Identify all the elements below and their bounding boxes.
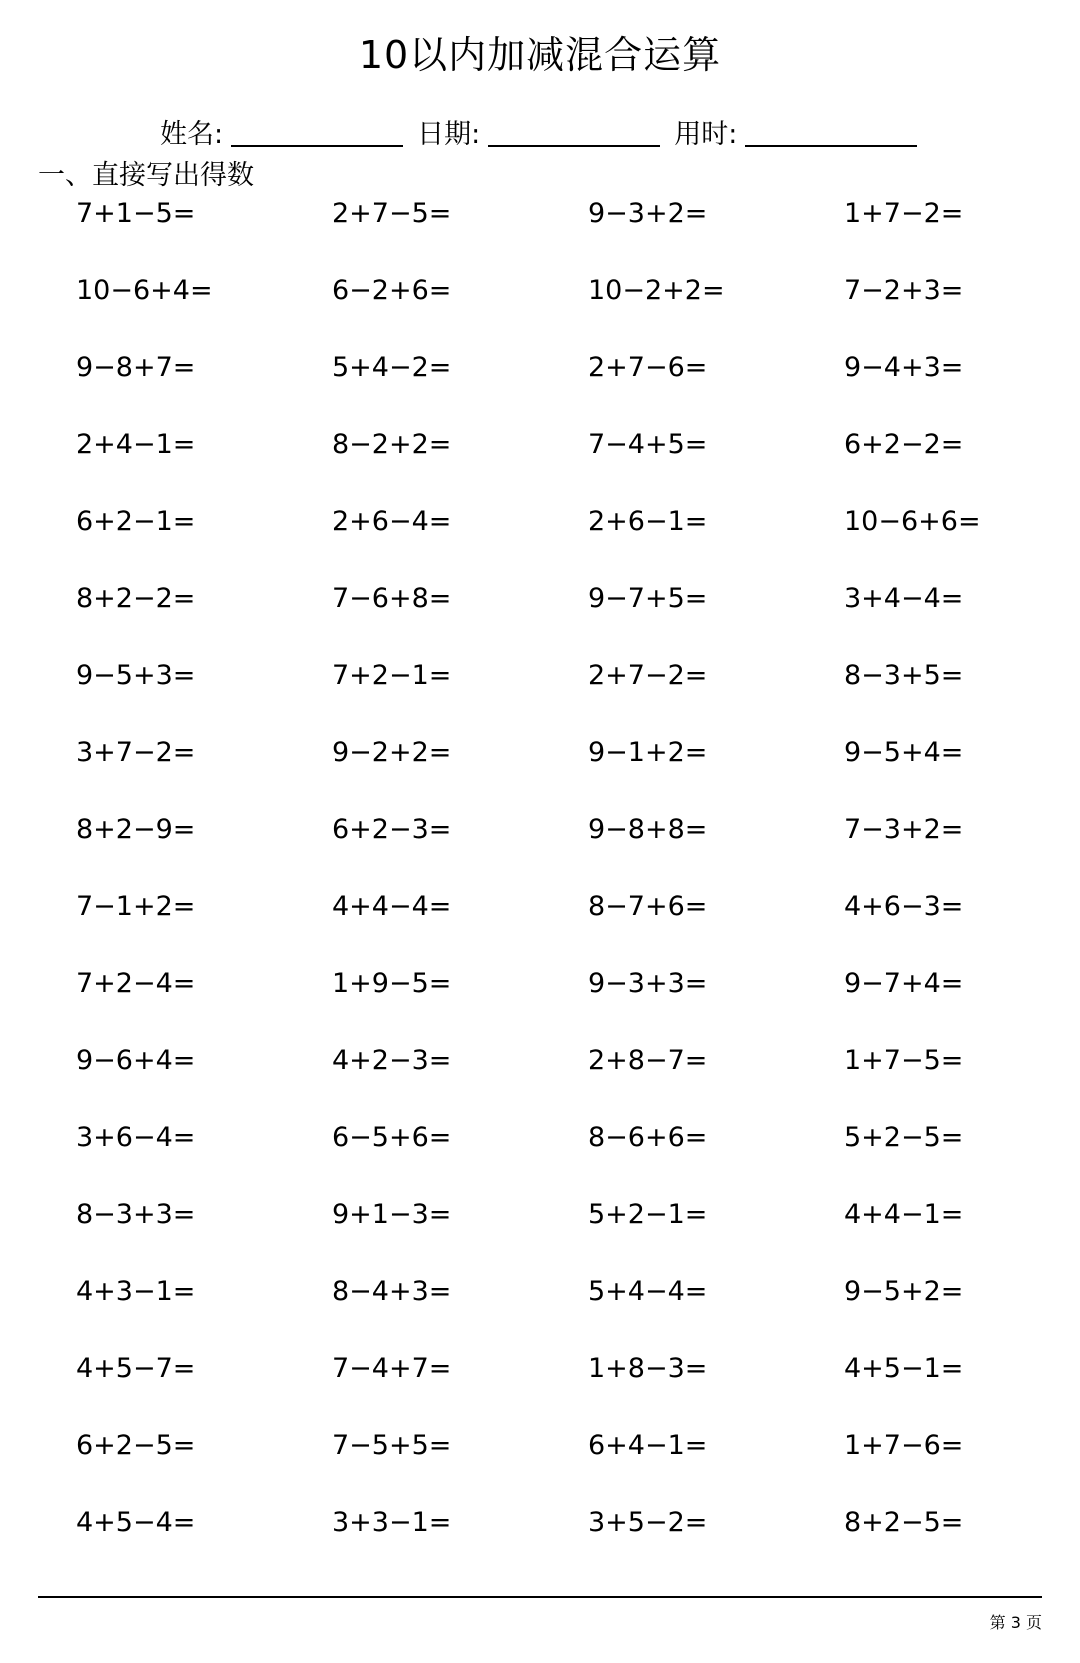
problem-item: 2+4−1=	[76, 429, 196, 460]
problem-item: 4+5−1=	[844, 1353, 964, 1384]
problem-item: 1+9−5=	[332, 968, 452, 999]
problem-item: 1+7−2=	[844, 198, 964, 229]
problem-item: 7−4+7=	[332, 1353, 452, 1384]
date-field	[417, 118, 660, 152]
problems-grid	[76, 196, 1076, 1582]
problem-item: 6+2−3=	[332, 814, 452, 845]
problem-item: 3+5−2=	[588, 1507, 708, 1538]
problem-item: 7+2−4=	[76, 968, 196, 999]
problem-item: 7−3+2=	[844, 814, 964, 845]
problem-item: 1+7−5=	[844, 1045, 964, 1076]
date-label: 日期:	[417, 119, 481, 150]
problem-item: 10−6+6=	[844, 506, 981, 537]
problem-item: 8−4+3=	[332, 1276, 452, 1307]
problem-item: 7−2+3=	[844, 275, 964, 306]
problem-item: 8−6+6=	[588, 1122, 708, 1153]
problem-item: 3+3−1=	[332, 1507, 452, 1538]
problem-item: 4+4−1=	[844, 1199, 964, 1230]
problem-item: 2+7−5=	[332, 198, 452, 229]
problem-item: 10−6+4=	[76, 275, 213, 306]
problem-item: 5+4−4=	[588, 1276, 708, 1307]
problem-item: 4+5−4=	[76, 1507, 196, 1538]
problem-item: 8−3+3=	[76, 1199, 196, 1230]
name-field	[160, 118, 403, 152]
problem-item: 10−2+2=	[588, 275, 725, 306]
problem-item: 5+2−1=	[588, 1199, 708, 1230]
problem-item: 2+6−4=	[332, 506, 452, 537]
problem-item: 9−3+2=	[588, 198, 708, 229]
problem-item: 4+5−7=	[76, 1353, 196, 1384]
problem-item: 5+2−5=	[844, 1122, 964, 1153]
time-field	[674, 118, 917, 152]
problem-item: 9−4+3=	[844, 352, 964, 383]
section-heading: 一、直接写出得数	[38, 160, 254, 191]
problem-item: 6+2−5=	[76, 1430, 196, 1461]
problem-item: 6+2−1=	[76, 506, 196, 537]
problem-item: 9−8+7=	[76, 352, 196, 383]
problem-item: 1+8−3=	[588, 1353, 708, 1384]
problem-item: 9−5+2=	[844, 1276, 964, 1307]
problem-item: 8−2+2=	[332, 429, 452, 460]
date-blank-line[interactable]	[488, 145, 660, 147]
problem-item: 6−5+6=	[332, 1122, 452, 1153]
problem-item: 2+8−7=	[588, 1045, 708, 1076]
problem-item: 3+6−4=	[76, 1122, 196, 1153]
name-label: 姓名:	[160, 119, 224, 150]
time-blank-line[interactable]	[745, 145, 917, 147]
problem-item: 2+7−6=	[588, 352, 708, 383]
problem-item: 7−5+5=	[332, 1430, 452, 1461]
problem-item: 9−7+4=	[844, 968, 964, 999]
problem-item: 2+7−2=	[588, 660, 708, 691]
problem-item: 6−2+6=	[332, 275, 452, 306]
problem-item: 8+2−9=	[76, 814, 196, 845]
problem-item: 7+1−5=	[76, 198, 196, 229]
problem-item: 4+3−1=	[76, 1276, 196, 1307]
problem-item: 9−6+4=	[76, 1045, 196, 1076]
problem-item: 9−5+3=	[76, 660, 196, 691]
problem-item: 9−3+3=	[588, 968, 708, 999]
footer-divider	[38, 1596, 1042, 1598]
problem-item: 9−7+5=	[588, 583, 708, 614]
page-number: 第 3 页	[989, 1613, 1042, 1632]
problem-item: 7−4+5=	[588, 429, 708, 460]
problem-item: 3+7−2=	[76, 737, 196, 768]
problem-item: 6+2−2=	[844, 429, 964, 460]
problem-item: 2+6−1=	[588, 506, 708, 537]
problem-item: 6+4−1=	[588, 1430, 708, 1461]
problem-item: 8+2−5=	[844, 1507, 964, 1538]
name-blank-line[interactable]	[231, 145, 403, 147]
time-label: 用时:	[674, 119, 738, 150]
problem-item: 9−2+2=	[332, 737, 452, 768]
problem-item: 7−6+8=	[332, 583, 452, 614]
problem-item: 9−1+2=	[588, 737, 708, 768]
problem-item: 7+2−1=	[332, 660, 452, 691]
student-info-row	[160, 112, 940, 152]
problem-item: 4+6−3=	[844, 891, 964, 922]
problem-item: 9+1−3=	[332, 1199, 452, 1230]
problem-item: 4+2−3=	[332, 1045, 452, 1076]
worksheet-title: 10以内加减混合运算	[358, 33, 722, 77]
problem-item: 9−8+8=	[588, 814, 708, 845]
problem-item: 5+4−2=	[332, 352, 452, 383]
problem-item: 3+4−4=	[844, 583, 964, 614]
problem-item: 8−7+6=	[588, 891, 708, 922]
problem-item: 4+4−4=	[332, 891, 452, 922]
problem-item: 8+2−2=	[76, 583, 196, 614]
problem-item: 1+7−6=	[844, 1430, 964, 1461]
problem-item: 7−1+2=	[76, 891, 196, 922]
problem-item: 9−5+4=	[844, 737, 964, 768]
problem-item: 8−3+5=	[844, 660, 964, 691]
